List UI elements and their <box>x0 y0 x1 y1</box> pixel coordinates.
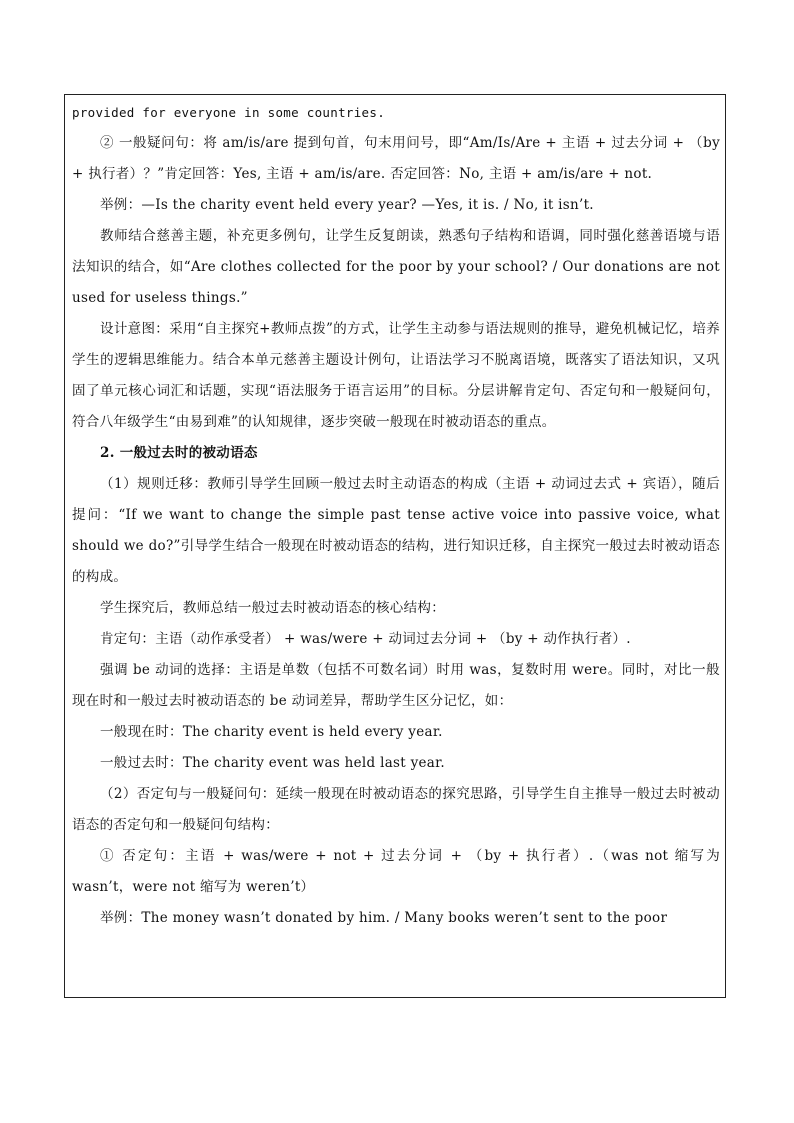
paragraph-11: 一般现在时：The charity event is held every year. <box>100 724 443 740</box>
paragraph-2: ② 一般疑问句：将 am/is/are 提到句首，句末用问号，即“Am/Is/Are + 主语 + 过去分词 + （by + 执行者）？”肯定回答：Yes, 主语 + am/is/are. 否定回答：No, 主语 + am/is/are + not. <box>72 135 720 182</box>
paragraph-9: 肯定句：主语（动作承受者） + was/were + 动词过去分词 + （by + 动作执行者）. <box>100 631 631 647</box>
paragraph-7: （1）规则迁移：教师引导学生回顾一般过去时主动语态的构成（主语 + 动词过去式 + 宾语），随后提问：“If we want to change the simple past tense active voice into passive voice, what should we do?”引导学生结合一般现在时被动语态的结构，进行知识迁移，自主探究一般过去时被动语态的构成。 <box>72 476 720 585</box>
paragraph-4: 教师结合慈善主题，补充更多例句，让学生反复朗读，熟悉句子结构和语调，同时强化慈善语境与语法知识的结合，如“Are clothes collected for the poor by your school? / Our donations are not used for useless things.” <box>72 228 720 306</box>
paragraph-10: 强调 be 动词的选择：主语是单数（包括不可数名词）时用 was，复数时用 were。同时，对比一般现在时和一般过去时被动语态的 be 动词差异，帮助学生区分记忆，如： <box>72 662 720 709</box>
paragraph-5: 设计意图：采用“自主探究+教师点拨”的方式，让学生主动参与语法规则的推导，避免机械记忆，培养学生的逻辑思维能力。结合本单元慈善主题设计例句，让语法学习不脱离语境，既落实了语法知识，又巩固了单元核心词汇和话题，实现“语法服务于语言运用”的目标。分层讲解肯定句、否定句和一般疑问句，符合八年级学生“由易到难”的认知规律，逐步突破一般现在时被动语态的重点。 <box>72 321 720 430</box>
paragraph-14: ① 否定句：主语 + was/were + not + 过去分词 + （by + 执行者）.（was not 缩写为 wasn’t，were not 缩写为 weren’t） <box>72 848 720 895</box>
document-frame <box>64 94 726 998</box>
section-heading: 2. 一般过去时的被动语态 <box>100 445 258 461</box>
paragraph-13: （2）否定句与一般疑问句：延续一般现在时被动语态的探究思路，引导学生自主推导一般过去时被动语态的否定句和一般疑问句结构： <box>72 786 720 833</box>
paragraph-1: provided for everyone in some countries. <box>72 105 386 120</box>
document-body <box>72 97 720 934</box>
paragraph-12: 一般过去时：The charity event was held last year. <box>100 755 446 771</box>
paragraph-8: 学生探究后，教师总结一般过去时被动语态的核心结构： <box>100 600 445 616</box>
paragraph-3: 举例：—Is the charity event held every year? —Yes, it is. / No, it isn’t. <box>100 197 594 213</box>
paragraph-15: 举例：The money wasn’t donated by him. / Many books weren’t sent to the poor <box>100 910 668 926</box>
